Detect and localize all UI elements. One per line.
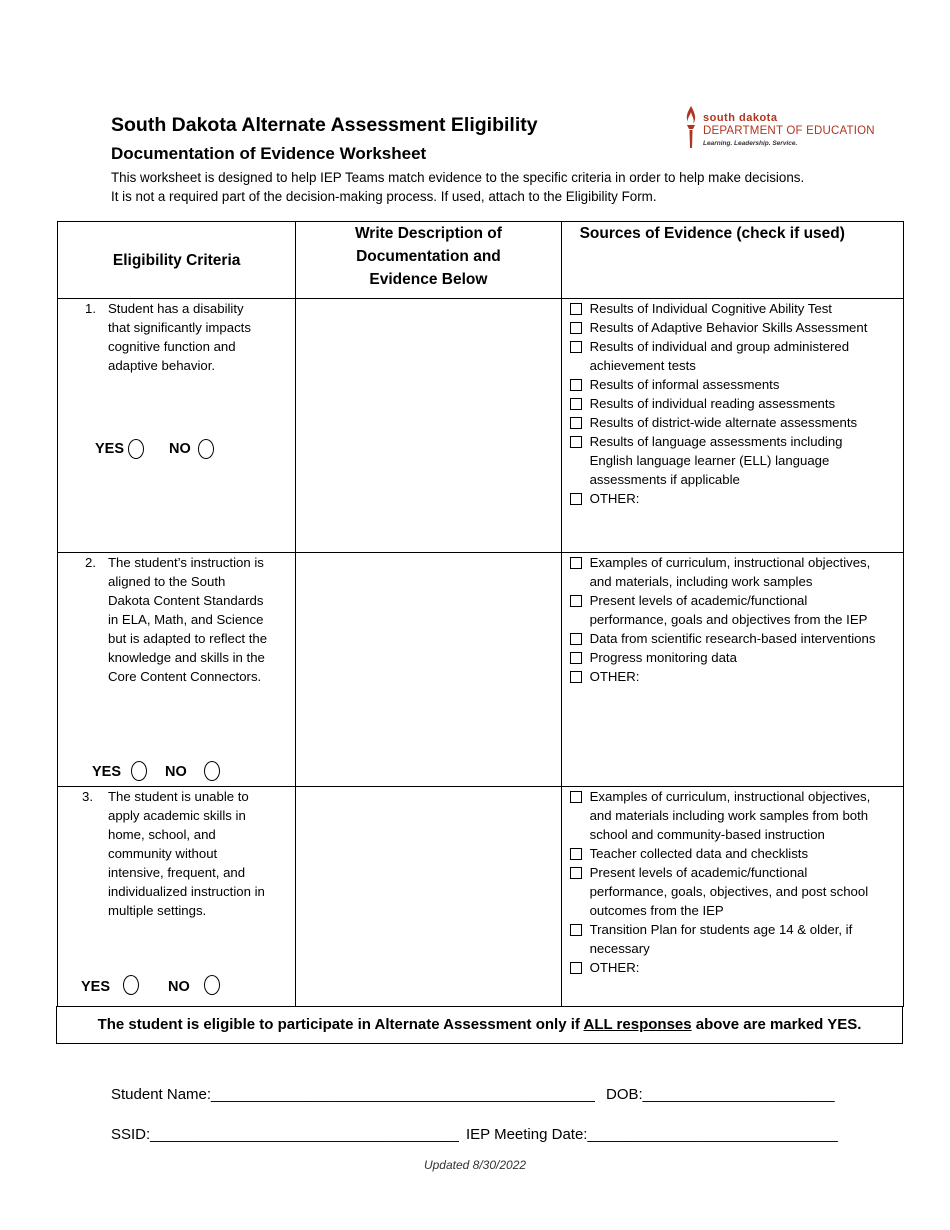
criterion-number: 3.: [82, 789, 93, 804]
col-header-criteria: Eligibility Criteria: [58, 222, 296, 299]
yes-radio[interactable]: [128, 439, 144, 459]
no-label: NO: [168, 979, 190, 995]
page-title: South Dakota Alternate Assessment Eligibility: [111, 114, 538, 136]
source-checkbox[interactable]: [570, 398, 582, 410]
list-item: Results of language assessments including English language learner (ELL) language assessments if applicable: [570, 432, 880, 489]
sources-list: [562, 299, 903, 508]
page-subtitle: Documentation of Evidence Worksheet: [111, 144, 427, 163]
updated-date: Updated 8/30/2022: [423, 1158, 527, 1172]
description-input-cell[interactable]: [296, 787, 561, 1007]
source-checkbox[interactable]: [570, 557, 582, 569]
table-row: [58, 299, 904, 553]
torch-icon: [682, 104, 700, 150]
source-checkbox[interactable]: [570, 848, 582, 860]
no-radio[interactable]: [204, 975, 220, 995]
logo-line2: DEPARTMENT OF EDUCATION: [703, 125, 875, 137]
description-input-cell[interactable]: [296, 553, 561, 787]
yes-radio[interactable]: [123, 975, 139, 995]
sources-cell: [561, 787, 903, 1007]
sources-list: [562, 787, 903, 977]
list-item: Results of individual and group administered achievement tests: [570, 337, 880, 375]
source-checkbox[interactable]: [570, 303, 582, 315]
table-header-row: [58, 222, 904, 299]
student-name-field[interactable]: Student Name:______________________________________________: [111, 1086, 595, 1103]
list-item: Results of Adaptive Behavior Skills Assessment: [570, 318, 880, 337]
source-checkbox[interactable]: [570, 671, 582, 683]
criterion-text: The student is unable to apply academic skills in home, school, and community without intensive, frequent, and individualized instruction in multiple settings.: [108, 789, 265, 918]
sources-list: [562, 553, 903, 686]
yes-radio[interactable]: [131, 761, 147, 781]
criterion-cell: [58, 553, 296, 787]
iep-meeting-date-field[interactable]: IEP Meeting Date:______________________________: [466, 1126, 838, 1143]
source-checkbox[interactable]: [570, 867, 582, 879]
description-input-cell[interactable]: [296, 299, 561, 553]
source-checkbox[interactable]: [570, 341, 582, 353]
col-header-sources: Sources of Evidence (check if used): [561, 222, 903, 299]
yes-label: YES: [81, 979, 111, 995]
list-item: OTHER:: [570, 489, 880, 508]
ssid-field[interactable]: SSID:_____________________________________: [111, 1126, 459, 1143]
sources-cell: [561, 553, 903, 787]
criterion-text: Student has a disability that significantly impacts cognitive function and adaptive behavior.: [108, 301, 251, 373]
source-checkbox[interactable]: [570, 379, 582, 391]
list-item: Results of district-wide alternate assessments: [570, 413, 880, 432]
source-checkbox[interactable]: [570, 436, 582, 448]
source-checkbox[interactable]: [570, 791, 582, 803]
list-item: Present levels of academic/functional performance, goals and objectives from the IEP: [570, 591, 880, 629]
sources-cell: [561, 299, 903, 553]
list-item: OTHER:: [570, 958, 880, 977]
intro-text: This worksheet is designed to help IEP Teams match evidence to the specific criteria in order to help make decisions. It is not a required part of the decision-making process. If used, attach to the Eligibility Form.: [111, 170, 805, 204]
table-row: [58, 787, 904, 1007]
source-checkbox[interactable]: [570, 924, 582, 936]
no-radio[interactable]: [204, 761, 220, 781]
list-item: Examples of curriculum, instructional objectives, and materials including work samples from both school and community-based instruction: [570, 787, 880, 844]
source-checkbox[interactable]: [570, 322, 582, 334]
no-label: NO: [165, 764, 187, 780]
table-row: [58, 553, 904, 787]
criterion-cell: [58, 299, 296, 553]
no-label: NO: [169, 441, 191, 457]
yes-label: YES: [92, 764, 122, 780]
criterion-number: 1.: [85, 301, 96, 316]
list-item: Teacher collected data and checklists: [570, 844, 880, 863]
criterion-text: The student’s instruction is aligned to the South Dakota Content Standards in ELA, Math, and Science but is adapted to reflect the knowledge and skills in the Core Content Connectors.: [108, 555, 268, 684]
eligibility-statement: The student is eligible to participate in Alternate Assessment only if ALL responses above are marked YES.: [56, 1006, 903, 1044]
list-item: OTHER:: [570, 667, 880, 686]
source-checkbox[interactable]: [570, 633, 582, 645]
list-item: Examples of curriculum, instructional objectives, and materials, including work samples: [570, 553, 880, 591]
criterion-cell: [58, 787, 296, 1007]
list-item: Present levels of academic/functional performance, goals, objectives, and post school outcomes from the IEP: [570, 863, 880, 920]
no-radio[interactable]: [198, 439, 214, 459]
criterion-number: 2.: [85, 555, 96, 570]
source-checkbox[interactable]: [570, 962, 582, 974]
list-item: Progress monitoring data: [570, 648, 880, 667]
source-checkbox[interactable]: [570, 417, 582, 429]
dob-field[interactable]: DOB:_______________________: [606, 1086, 835, 1103]
logo-line1: south dakota: [703, 112, 778, 124]
sd-doe-logo: [680, 104, 890, 152]
all-responses-emphasis: ALL responses: [583, 1016, 692, 1033]
source-checkbox[interactable]: [570, 493, 582, 505]
col-header-description: Write Description of Documentation and Evidence Below: [296, 222, 561, 299]
logo-tagline: Learning. Leadership. Service.: [703, 140, 798, 147]
source-checkbox[interactable]: [570, 595, 582, 607]
list-item: Results of informal assessments: [570, 375, 880, 394]
list-item: Transition Plan for students age 14 & older, if necessary: [570, 920, 880, 958]
list-item: Results of individual reading assessments: [570, 394, 880, 413]
list-item: Results of Individual Cognitive Ability Test: [570, 299, 880, 318]
evidence-table: [57, 221, 904, 1007]
source-checkbox[interactable]: [570, 652, 582, 664]
yes-label: YES: [95, 441, 125, 457]
list-item: Data from scientific research-based interventions: [570, 629, 880, 648]
